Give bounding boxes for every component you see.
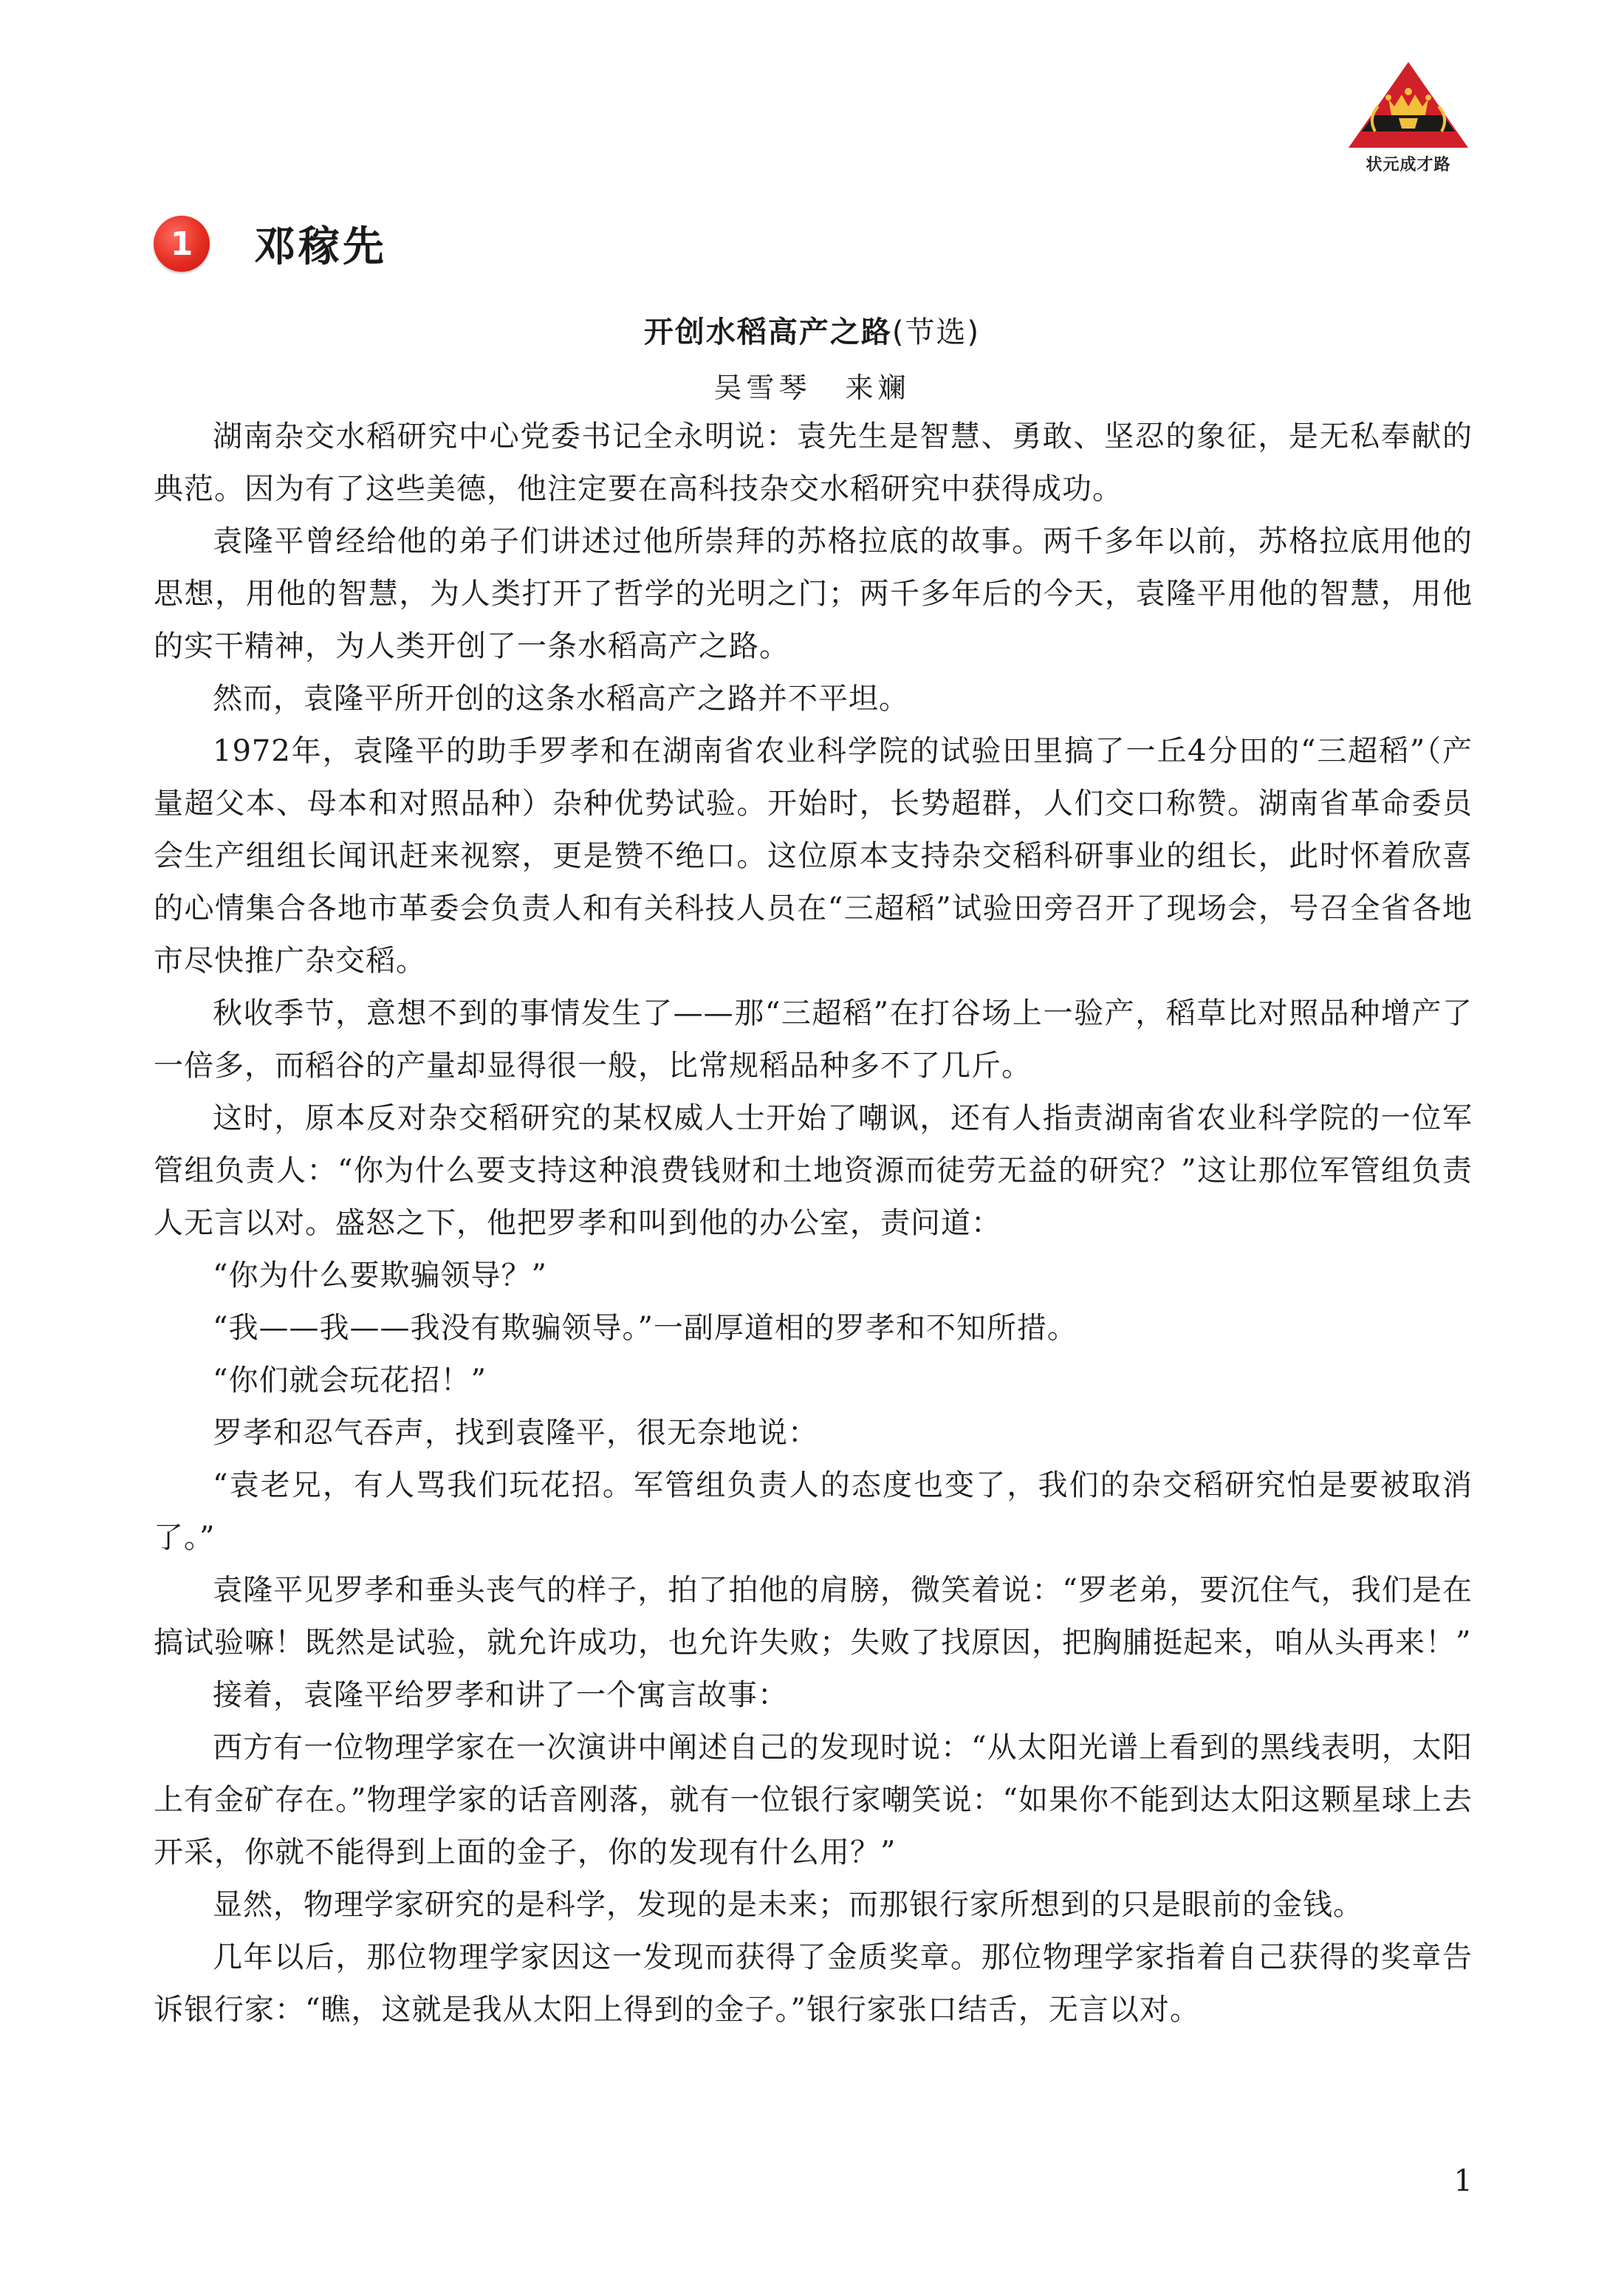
chapter-number-badge: 1 [154, 216, 210, 272]
crown-logo [1346, 61, 1471, 186]
article-body [154, 411, 1473, 2036]
paragraph: 这时，原本反对杂交稻研究的某权威人士开始了嘲讽，还有人指责湖南省农业科学院的一位军管组负责人：“你为什么要支持这种浪费钱财和土地资源而徒劳无益的研究？”这让那位军管组负责人无言以对。盛怒之下，他把罗孝和叫到他的办公室，责问道： [154, 1101, 1473, 1240]
crown-logo-icon [1346, 61, 1471, 149]
author-name: 来斓 [845, 372, 911, 404]
paragraph: “你们就会玩花招！” [213, 1363, 487, 1397]
chapter-title: 邓稼先 [254, 223, 387, 271]
paragraph: “袁老兄，有人骂我们玩花招。军管组负责人的态度也变了，我们的杂交稻研究怕是要被取消了。” [154, 1468, 1473, 1555]
article-title-subtitle: (节选) [891, 315, 981, 349]
paragraph: 几年以后，那位物理学家因这一发现而获得了金质奖章。那位物理学家指着自己获得的奖章告诉银行家：“瞧，这就是我从太阳上得到的金子。”银行家张口结舌，无言以对。 [154, 1940, 1473, 2027]
article-authors [0, 365, 1624, 405]
paragraph: “你为什么要欺骗领导？” [213, 1259, 547, 1293]
paragraph: 西方有一位物理学家在一次演讲中阐述自己的发现时说：“从太阳光谱上看到的黑线表明，太阳上有金矿存在。”物理学家的话音刚落，就有一位银行家嘲笑说：“如果你不能到达太阳这颗星球上去开采，你就不能得到上面的金子，你的发现有什么用？” [154, 1731, 1473, 1869]
paragraph: 显然，物理学家研究的是科学，发现的是未来；而那银行家所想到的只是眼前的金钱。 [213, 1888, 1363, 1922]
paragraph: “我——我——我没有欺骗领导。”一副厚道相的罗孝和不知所措。 [213, 1311, 1077, 1345]
article-title [0, 309, 1624, 351]
paragraph: 罗孝和忍气吞声，找到袁隆平，很无奈地说： [213, 1416, 818, 1450]
paragraph: 袁隆平见罗孝和垂头丧气的样子，拍了拍他的肩膀，微笑着说：“罗老弟，要沉住气，我们是在搞试验嘛！既然是试验，就允许成功，也允许失败；失败了找原因，把胸脯挺起来，咱从头再来！” [154, 1573, 1473, 1660]
paragraph: 秋收季节，意想不到的事情发生了——那“三超稻”在打谷场上一验产，稻草比对照品种增产了一倍多，而稻谷的产量却显得很一般，比常规稻品种多不了几斤。 [154, 996, 1473, 1083]
chapter-heading [154, 214, 387, 273]
page-number: 1 [1453, 2164, 1473, 2198]
paragraph: 然而，袁隆平所开创的这条水稻高产之路并不平坦。 [213, 682, 909, 716]
paragraph: 接着，袁隆平给罗孝和讲了一个寓言故事： [213, 1678, 788, 1712]
paragraph: 1972年，袁隆平的助手罗孝和在湖南省农业科学院的试验田里搞了一丘4分田的“三超稻”（产量超父本、母本和对照品种）杂种优势试验。开始时，长势超群，人们交口称赞。湖南省革命委员会生产组组长闻讯赶来视察，更是赞不绝口。这位原本支持杂交稻科研事业的组长，此时怀着欣喜的心情集合各地市革委会负责人和有关科技人员在“三超稻”试验田旁召开了现场会，号召全省各地市尽快推广杂交稻。 [154, 734, 1473, 978]
author-name: 吴雪琴 [713, 372, 812, 404]
paragraph: 袁隆平曾经给他的弟子们讲述过他所崇拜的苏格拉底的故事。两千多年以前，苏格拉底用他的思想，用他的智慧，为人类打开了哲学的光明之门；两千多年后的今天，袁隆平用他的智慧，用他的实干精神，为人类开创了一条水稻高产之路。 [154, 524, 1473, 663]
article-title-main: 开创水稻高产之路 [643, 315, 892, 349]
logo-text: 状元成才路 [1366, 156, 1451, 174]
paragraph: 湖南杂交水稻研究中心党委书记全永明说：袁先生是智慧、勇敢、坚忍的象征，是无私奉献的典范。因为有了这些美德，他注定要在高科技杂交水稻研究中获得成功。 [154, 420, 1473, 506]
